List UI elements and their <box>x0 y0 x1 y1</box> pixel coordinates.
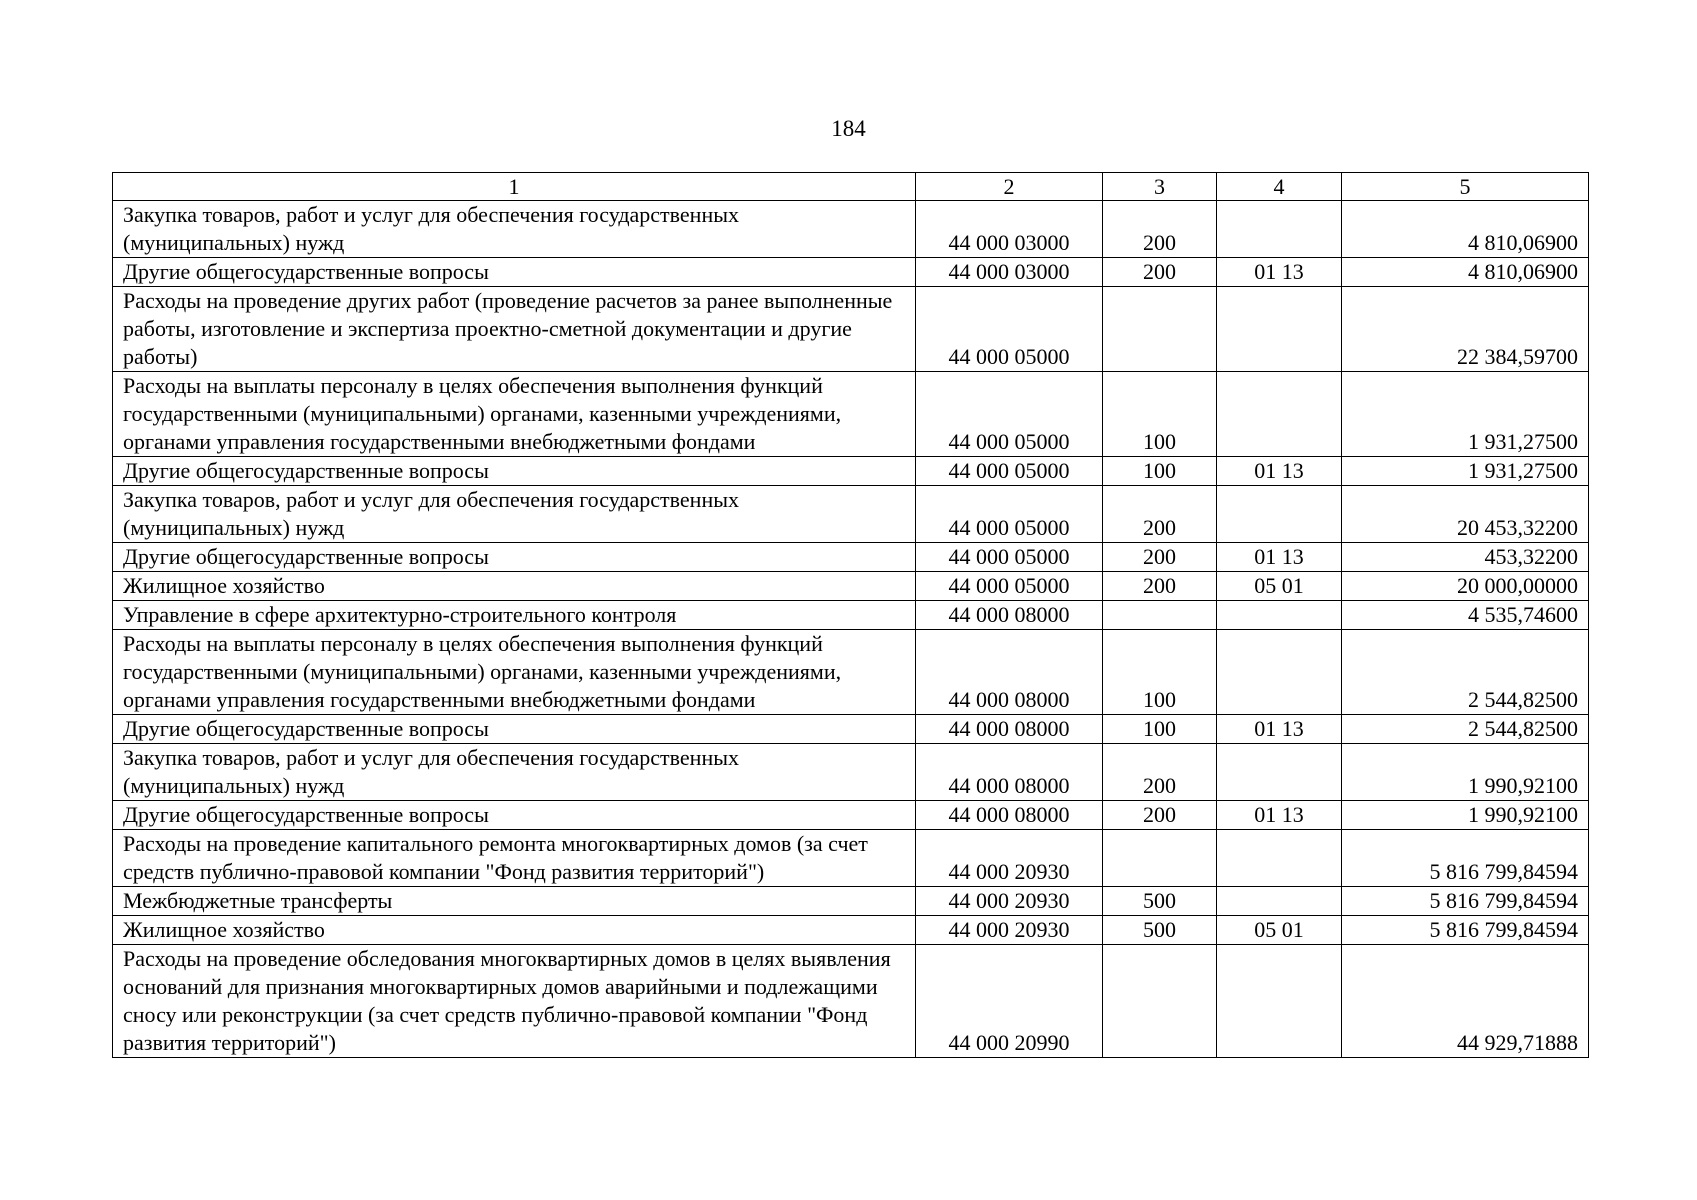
amount-cell: 44 929,71888 <box>1342 945 1589 1058</box>
section-code-cell <box>1217 630 1342 715</box>
section-code-cell <box>1217 887 1342 916</box>
expense-name-cell: Закупка товаров, работ и услуг для обеспечения государственных (муниципальных) нужд <box>113 744 916 801</box>
expense-type-cell <box>1103 945 1217 1058</box>
table-row <box>113 630 1589 715</box>
table-row <box>113 287 1589 372</box>
expense-name-cell: Другие общегосударственные вопросы <box>113 801 916 830</box>
target-code-cell: 44 000 08000 <box>916 801 1103 830</box>
amount-cell: 1 990,92100 <box>1342 744 1589 801</box>
table-row <box>113 916 1589 945</box>
expense-type-cell: 500 <box>1103 916 1217 945</box>
amount-cell: 4 810,06900 <box>1342 258 1589 287</box>
amount-cell: 2 544,82500 <box>1342 630 1589 715</box>
expense-type-cell: 100 <box>1103 372 1217 457</box>
target-code-cell: 44 000 08000 <box>916 715 1103 744</box>
expense-type-cell: 100 <box>1103 457 1217 486</box>
column-header-1: 1 <box>113 173 916 201</box>
target-code-cell: 44 000 20930 <box>916 830 1103 887</box>
table-row <box>113 830 1589 887</box>
target-code-cell: 44 000 05000 <box>916 372 1103 457</box>
target-code-cell: 44 000 08000 <box>916 630 1103 715</box>
table-header <box>113 173 1589 201</box>
expense-type-cell: 200 <box>1103 572 1217 601</box>
header-row <box>113 173 1589 201</box>
table-row <box>113 572 1589 601</box>
amount-cell: 20 453,32200 <box>1342 486 1589 543</box>
expense-type-cell: 100 <box>1103 715 1217 744</box>
expense-name-cell: Другие общегосударственные вопросы <box>113 457 916 486</box>
expense-name-cell: Управление в сфере архитектурно-строительного контроля <box>113 601 916 630</box>
expense-name-cell: Закупка товаров, работ и услуг для обеспечения государственных (муниципальных) нужд <box>113 201 916 258</box>
section-code-cell: 01 13 <box>1217 801 1342 830</box>
table-row <box>113 744 1589 801</box>
expense-name-cell: Расходы на проведение других работ (проведение расчетов за ранее выполненные работы, изготовление и экспертиза проектно-сметной документации и другие работы) <box>113 287 916 372</box>
section-code-cell <box>1217 744 1342 801</box>
column-header-5: 5 <box>1342 173 1589 201</box>
expense-type-cell <box>1103 287 1217 372</box>
amount-cell: 5 816 799,84594 <box>1342 916 1589 945</box>
expense-name-cell: Расходы на выплаты персоналу в целях обеспечения выполнения функций государственными (муниципальными) органами, казенными учреждениями, органами управления государственными внебюджетными фондами <box>113 630 916 715</box>
table-row <box>113 543 1589 572</box>
target-code-cell: 44 000 03000 <box>916 201 1103 258</box>
table-row <box>113 457 1589 486</box>
amount-cell: 1 990,92100 <box>1342 801 1589 830</box>
expense-name-cell: Другие общегосударственные вопросы <box>113 715 916 744</box>
amount-cell: 453,32200 <box>1342 543 1589 572</box>
table-row <box>113 945 1589 1058</box>
expense-type-cell: 500 <box>1103 887 1217 916</box>
target-code-cell: 44 000 05000 <box>916 287 1103 372</box>
expense-type-cell: 100 <box>1103 630 1217 715</box>
section-code-cell: 01 13 <box>1217 457 1342 486</box>
amount-cell: 1 931,27500 <box>1342 372 1589 457</box>
amount-cell: 22 384,59700 <box>1342 287 1589 372</box>
amount-cell: 4 810,06900 <box>1342 201 1589 258</box>
expense-name-cell: Закупка товаров, работ и услуг для обеспечения государственных (муниципальных) нужд <box>113 486 916 543</box>
amount-cell: 4 535,74600 <box>1342 601 1589 630</box>
amount-cell: 5 816 799,84594 <box>1342 887 1589 916</box>
target-code-cell: 44 000 20990 <box>916 945 1103 1058</box>
expense-name-cell: Другие общегосударственные вопросы <box>113 543 916 572</box>
section-code-cell: 01 13 <box>1217 543 1342 572</box>
expense-name-cell: Расходы на проведение обследования многоквартирных домов в целях выявления оснований для признания многоквартирных домов аварийными и подлежащими сносу или реконструкции (за счет средств публично-правовой компании "Фонд развития территорий") <box>113 945 916 1058</box>
section-code-cell: 01 13 <box>1217 258 1342 287</box>
table-row <box>113 801 1589 830</box>
section-code-cell <box>1217 830 1342 887</box>
section-code-cell <box>1217 287 1342 372</box>
target-code-cell: 44 000 20930 <box>916 916 1103 945</box>
section-code-cell <box>1217 372 1342 457</box>
expense-type-cell: 200 <box>1103 486 1217 543</box>
expense-type-cell: 200 <box>1103 258 1217 287</box>
table-body <box>113 201 1589 1058</box>
target-code-cell: 44 000 05000 <box>916 572 1103 601</box>
target-code-cell: 44 000 05000 <box>916 486 1103 543</box>
section-code-cell: 01 13 <box>1217 715 1342 744</box>
target-code-cell: 44 000 03000 <box>916 258 1103 287</box>
budget-table <box>112 172 1589 1058</box>
expense-type-cell: 200 <box>1103 201 1217 258</box>
target-code-cell: 44 000 05000 <box>916 543 1103 572</box>
section-code-cell <box>1217 486 1342 543</box>
section-code-cell <box>1217 945 1342 1058</box>
expense-type-cell: 200 <box>1103 543 1217 572</box>
expense-name-cell: Жилищное хозяйство <box>113 916 916 945</box>
section-code-cell <box>1217 201 1342 258</box>
target-code-cell: 44 000 05000 <box>916 457 1103 486</box>
expense-name-cell: Расходы на проведение капитального ремонта многоквартирных домов (за счет средств публично-правовой компании "Фонд развития территорий") <box>113 830 916 887</box>
column-header-2: 2 <box>916 173 1103 201</box>
target-code-cell: 44 000 08000 <box>916 744 1103 801</box>
column-header-4: 4 <box>1217 173 1342 201</box>
amount-cell: 2 544,82500 <box>1342 715 1589 744</box>
amount-cell: 20 000,00000 <box>1342 572 1589 601</box>
table-row <box>113 372 1589 457</box>
section-code-cell <box>1217 601 1342 630</box>
section-code-cell: 05 01 <box>1217 572 1342 601</box>
expense-name-cell: Межбюджетные трансферты <box>113 887 916 916</box>
table-row <box>113 715 1589 744</box>
table-row <box>113 601 1589 630</box>
table-row <box>113 258 1589 287</box>
table-row <box>113 887 1589 916</box>
table-row <box>113 486 1589 543</box>
table-row <box>113 201 1589 258</box>
expense-name-cell: Жилищное хозяйство <box>113 572 916 601</box>
expense-name-cell: Расходы на выплаты персоналу в целях обеспечения выполнения функций государственными (муниципальными) органами, казенными учреждениями, органами управления государственными внебюджетными фондами <box>113 372 916 457</box>
expense-name-cell: Другие общегосударственные вопросы <box>113 258 916 287</box>
expense-type-cell: 200 <box>1103 744 1217 801</box>
expense-type-cell <box>1103 830 1217 887</box>
expense-type-cell <box>1103 601 1217 630</box>
amount-cell: 1 931,27500 <box>1342 457 1589 486</box>
target-code-cell: 44 000 08000 <box>916 601 1103 630</box>
amount-cell: 5 816 799,84594 <box>1342 830 1589 887</box>
column-header-3: 3 <box>1103 173 1217 201</box>
page-number: 184 <box>831 116 866 141</box>
target-code-cell: 44 000 20930 <box>916 887 1103 916</box>
expense-type-cell: 200 <box>1103 801 1217 830</box>
section-code-cell: 05 01 <box>1217 916 1342 945</box>
